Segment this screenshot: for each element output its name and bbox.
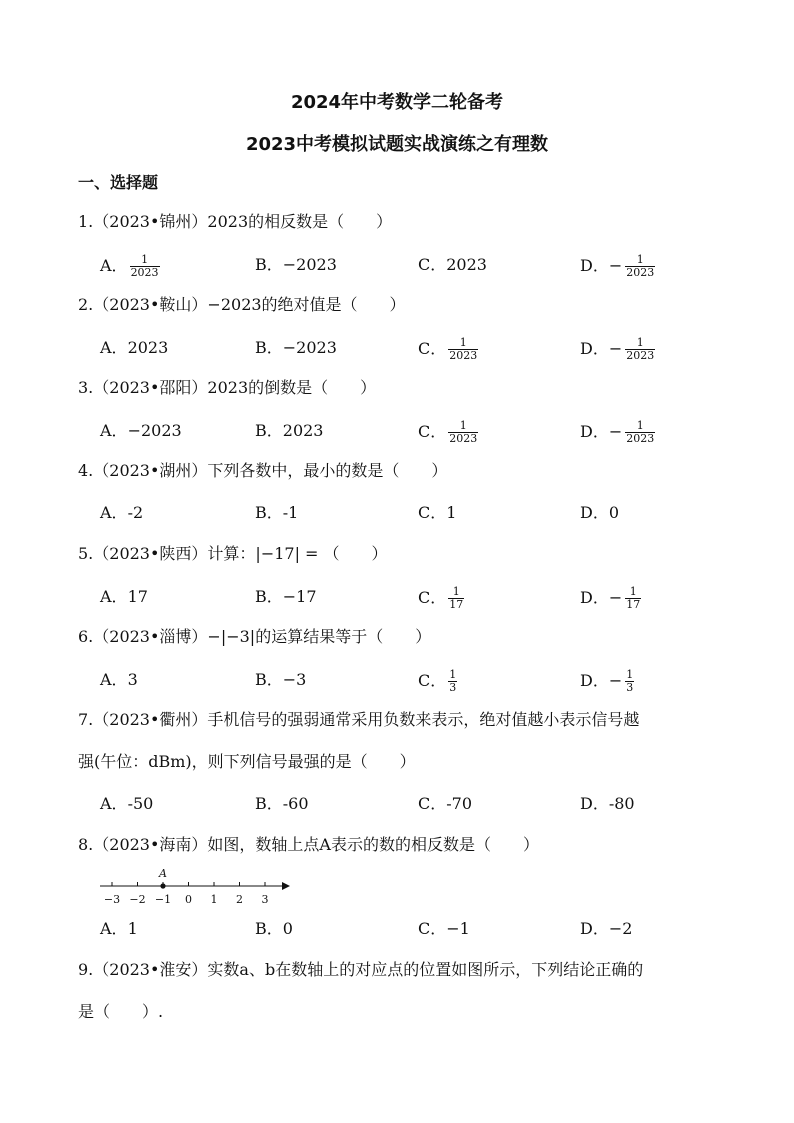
fraction-denominator: 2023 [626,266,655,279]
answer-option [580,337,655,362]
fraction-denominator: 2023 [130,266,159,279]
answer-option [100,918,138,940]
fraction-numerator: 1 [452,585,460,598]
fraction-numerator: 1 [626,668,634,681]
answer-option [418,420,478,445]
fraction [625,586,641,611]
option-value: 0 [282,919,293,938]
option-letter: B． [255,503,283,522]
fraction [448,337,478,362]
option-letter: A． [100,421,128,440]
answer-option [255,254,337,276]
answer-option [100,420,182,442]
option-value: 3 [127,670,138,689]
answer-option [255,669,306,691]
option-value: 2023 [127,338,169,357]
option-letter: D． [580,794,609,813]
answer-option [100,793,153,815]
option-value: 17 [127,587,148,606]
answer-option [580,502,619,524]
fraction-numerator: 1 [636,419,644,432]
option-letter: D． [580,339,609,358]
number-line-tick-label: −1 [154,893,172,906]
answer-option [100,502,143,524]
fraction-denominator: 2023 [626,349,655,362]
option-value: −2023 [282,338,337,357]
document-subtitle: 2023中考模拟试题实战演练之有理数 [245,134,549,155]
number-line-tick-label: −3 [103,893,121,906]
answer-option [255,502,298,524]
option-letter: B． [255,919,283,938]
section-heading: 一、选择题 [78,173,159,192]
option-letter: A． [100,587,128,606]
answer-option [418,918,470,940]
option-letter: A． [100,919,128,938]
fraction-numerator: 1 [141,253,149,266]
answer-option [580,918,632,940]
option-value: −2023 [127,421,182,440]
option-value: 2023 [282,421,324,440]
fraction [448,420,478,445]
fraction-denominator: 3 [626,681,634,694]
answer-option [580,586,641,611]
answer-option [418,502,456,524]
minus-sign: − [608,339,623,358]
fraction [625,337,655,362]
number-line-tick-label: 3 [261,893,269,906]
answer-option [418,669,457,694]
option-value: -80 [608,794,635,813]
fraction-denominator: 17 [626,598,641,611]
answer-option [255,337,337,359]
question-stem: 5.（2023•陕西）计算：|−17| = （ ） [78,544,388,563]
option-value: −17 [282,587,317,606]
answer-option [418,586,464,611]
fraction-denominator: 2023 [449,432,478,445]
option-letter: D． [580,256,609,275]
number-line-tick-label: 2 [236,893,243,906]
option-letter: C． [418,794,447,813]
number-line-tick-label: 1 [210,893,218,906]
question-stem-continued: 强(午位：dBm)，则下列信号最强的是（ ） [78,752,416,771]
question-stem: 2.（2023•鞍山）−2023的绝对值是（ ） [78,295,406,314]
option-letter: A． [100,794,128,813]
answer-option [580,420,655,445]
answer-option [255,420,323,442]
answer-option [418,254,487,276]
question-stem: 4.（2023•湖州）下列各数中，最小的数是（ ） [78,461,448,480]
option-letter: C． [418,919,447,938]
option-letter: B． [255,338,283,357]
option-letter: B． [255,255,283,274]
option-letter: D． [580,422,609,441]
fraction-numerator: 1 [636,336,644,349]
option-value: −3 [282,670,307,689]
question-stem-continued: 是（ ）. [78,1002,164,1021]
option-value: -1 [282,503,299,522]
option-letter: C． [418,422,447,441]
question-stem: 6.（2023•淄博）−|−3|的运算结果等于（ ） [78,627,432,646]
number-line-point-a [160,883,165,888]
option-letter: D． [580,671,609,690]
option-letter: A． [100,338,128,357]
option-value: -2 [127,503,144,522]
option-value: 1 [127,919,138,938]
option-letter: C． [418,671,447,690]
answer-option [255,918,293,940]
option-value: 1 [446,503,457,522]
option-value: −1 [446,919,470,938]
number-line-point-label: A [159,867,167,880]
answer-option [580,669,634,694]
minus-sign: − [608,256,623,275]
answer-option [100,586,148,608]
option-value: −2 [608,919,633,938]
option-value: 2023 [446,255,487,274]
fraction [448,669,457,694]
fraction [448,586,464,611]
minus-sign: − [608,422,623,441]
fraction-denominator: 17 [449,598,464,611]
answer-option [418,337,478,362]
option-value: -70 [446,794,473,813]
answer-option [100,669,138,691]
option-letter: A． [100,256,128,275]
option-letter: C． [418,339,447,358]
option-letter: D． [580,503,609,522]
option-letter: D． [580,588,609,607]
answer-option [100,254,160,279]
fraction-numerator: 1 [636,253,644,266]
fraction-denominator: 3 [449,681,457,694]
fraction-denominator: 2023 [626,432,655,445]
question-stem: 1.（2023•锦州）2023的相反数是（ ） [78,212,393,231]
number-line-figure [96,866,296,912]
option-letter: B． [255,794,283,813]
fraction-numerator: 1 [459,336,467,349]
number-line-tick-label: 0 [185,893,192,906]
number-line-tick-label: −2 [129,893,146,906]
answer-option [255,793,309,815]
option-letter: B． [255,587,283,606]
fraction [625,254,655,279]
document-title: 2024年中考数学二轮备考 [290,92,504,113]
option-letter: A． [100,503,128,522]
answer-option [255,586,317,608]
fraction-numerator: 1 [629,585,637,598]
answer-option [418,793,472,815]
option-letter: D． [580,919,609,938]
question-stem: 8.（2023•海南）如图，数轴上点A表示的数的相反数是（ ） [78,835,539,854]
option-letter: C． [418,503,447,522]
fraction-numerator: 1 [459,419,467,432]
question-stem: 9.（2023•淮安）实数a、b在数轴上的对应点的位置如图所示，下列结论正确的 [78,960,644,979]
fraction-denominator: 2023 [449,349,478,362]
option-value: -60 [282,794,309,813]
question-stem: 7.（2023•衢州）手机信号的强弱通常采用负数来表示，绝对值越小表示信号越 [78,710,640,729]
option-letter: B． [255,421,283,440]
option-letter: A． [100,670,128,689]
fraction [625,669,634,694]
question-stem: 3.（2023•邵阳）2023的倒数是（ ） [78,378,377,397]
number-line [96,866,296,908]
option-letter: C． [418,255,447,274]
answer-option [580,793,635,815]
option-letter: C． [418,588,447,607]
option-value: −2023 [282,255,337,274]
option-value: 0 [608,503,620,522]
minus-sign: − [608,588,623,607]
answer-option [100,337,168,359]
option-value: -50 [127,794,154,813]
fraction [625,420,655,445]
fraction-numerator: 1 [449,668,457,681]
fraction [130,254,160,279]
answer-option [580,254,655,279]
option-letter: B． [255,670,283,689]
minus-sign: − [608,671,623,690]
number-line-arrow [282,882,290,890]
